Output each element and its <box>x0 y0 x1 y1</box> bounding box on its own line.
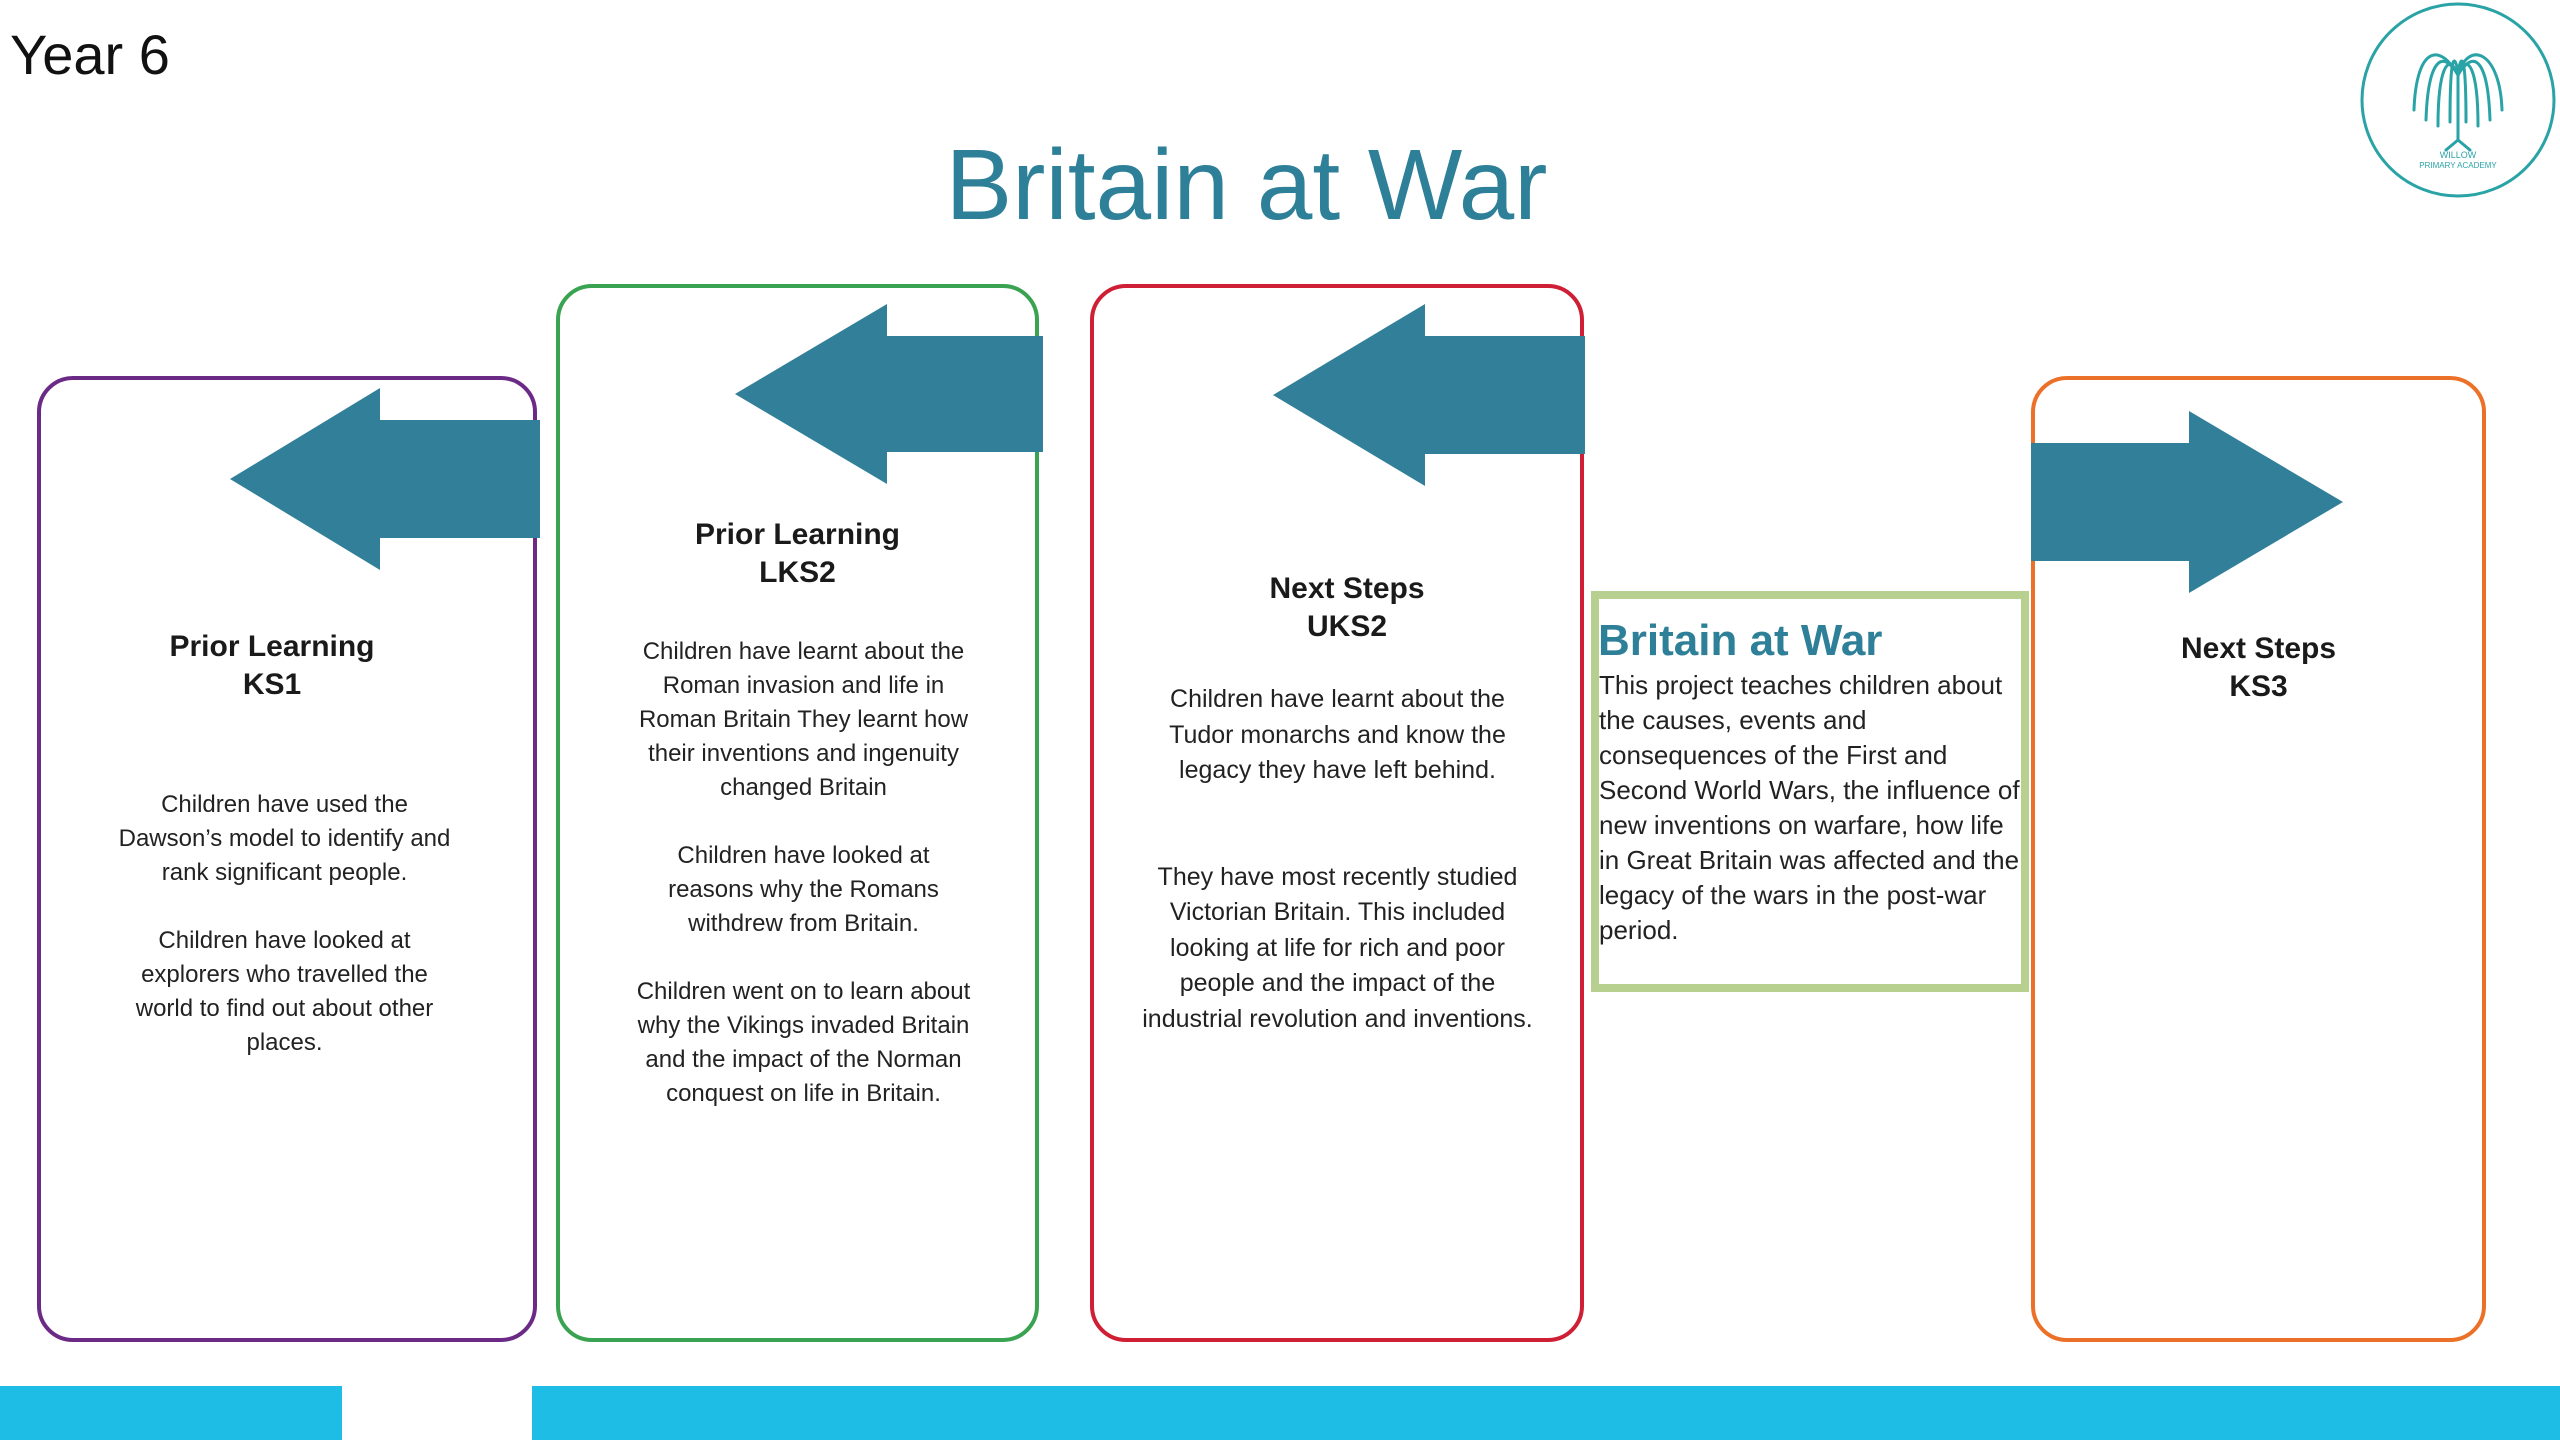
card-body-ks1 <box>112 788 457 1060</box>
project-description: This project teaches children about the causes, events and consequences of the First and Second World Wars, the influence of new inventions on warfare, how life in Great Britain was affected and the legacy of the wars in the post-war period. <box>1599 670 2020 945</box>
heading-line: KS1 <box>242 668 302 701</box>
heading-line: UKS2 <box>1306 610 1388 643</box>
arrow-right-icon <box>2031 411 2343 593</box>
arrow-left-icon <box>230 388 540 570</box>
heading-line: Next Steps <box>2180 632 2337 665</box>
logo-text-line2: PRIMARY ACADEMY <box>2419 161 2497 170</box>
card-paragraph: They have most recently studied Victorian Britain. This included looking at life for rich and poor people and the impact of the industrial revolution and inventions. <box>1142 862 1533 1033</box>
card-heading-ks3 <box>2031 630 2486 706</box>
heading-line: Next Steps <box>1269 572 1425 605</box>
footer-bar-left <box>0 1386 342 1440</box>
card-paragraph: Children have used the Dawson’s model to identify and rank significant people. <box>118 791 451 886</box>
card-paragraph: Children have learnt about the Roman invasion and life in Roman Britain They learnt how their inventions and ingenuity changed Britain <box>638 638 969 801</box>
year-label: Year 6 <box>10 23 170 86</box>
page-title: Britain at War <box>945 129 1548 241</box>
heading-line: Prior Learning <box>169 630 375 663</box>
card-paragraph: Children went on to learn about why the Vikings invaded Britain and the impact of the Norman conquest on life in Britain. <box>636 978 971 1107</box>
heading-line: LKS2 <box>759 556 836 589</box>
card-heading-ks1 <box>37 628 507 704</box>
project-title: Britain at War <box>1598 616 1883 665</box>
card-heading-lks2 <box>556 516 1039 592</box>
arrow-left-icon <box>735 304 1043 484</box>
heading-line: Prior Learning <box>694 518 901 551</box>
heading-line: KS3 <box>2229 670 2288 703</box>
arrow-left-icon <box>1273 304 1585 486</box>
card-paragraph: Children have looked at explorers who travelled the world to find out about other places. <box>135 927 434 1056</box>
card-body-lks2 <box>636 635 971 1111</box>
logo-text-line1: WILLOW <box>2439 150 2477 160</box>
card-heading-uks2 <box>1090 570 1604 646</box>
footer-bar-right <box>532 1386 2560 1440</box>
card-body-uks2 <box>1140 682 1535 1037</box>
card-paragraph: Children have learnt about the Tudor monarchs and know the legacy they have left behind. <box>1169 685 1506 784</box>
card-paragraph: Children have looked at reasons why the Romans withdrew from Britain. <box>668 842 939 937</box>
school-logo <box>2358 0 2558 200</box>
